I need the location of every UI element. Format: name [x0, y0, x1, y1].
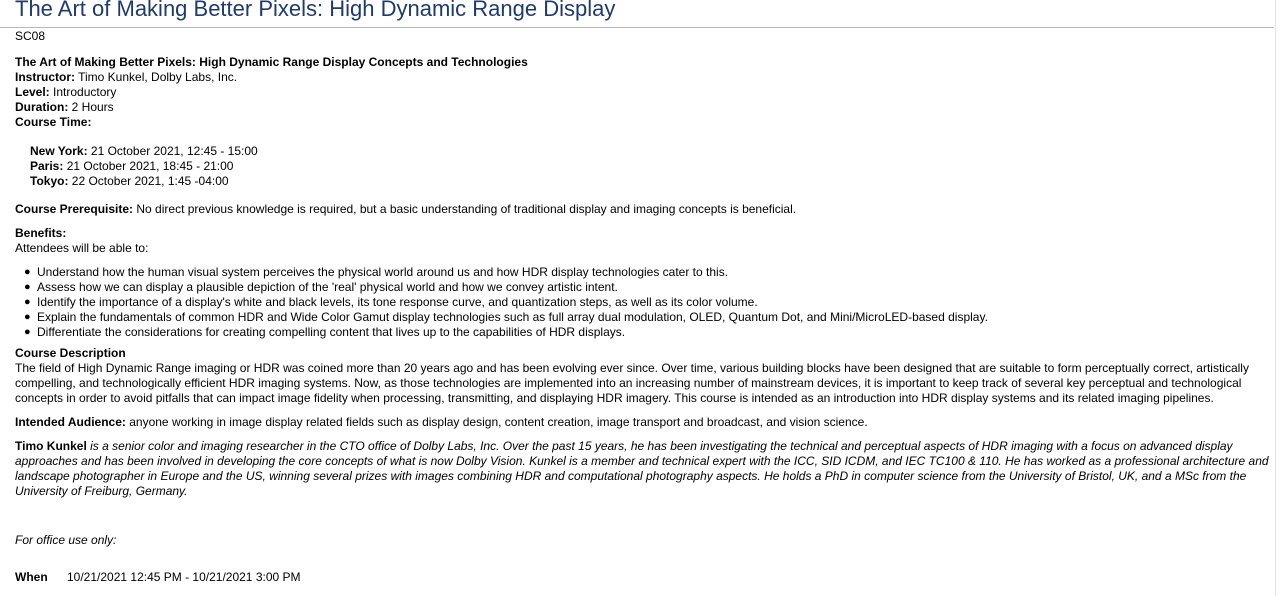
- title-bar: [0, 0, 1274, 28]
- time-city: New York:: [30, 144, 88, 158]
- description-text: The field of High Dynamic Range imaging or HDR was coined more than 20 years ago and has been evolving ever since. Over time, various building blocks have been designed that are suitable to form perceptually correct, artistically compelling, and technologically efficient HDR imaging systems. Now, as those technologies are implemented into an increasing number of mainstream devices, it is important to keep track of several key perceptual and technological concepts in order to avoid pitfalls that can impact image fidelity when processing, transmitting, and displaying HDR imagery. This course is intended as an introduction into HDR display systems and its related imaging pipelines.: [15, 361, 1249, 405]
- instructor-value: Timo Kunkel, Dolby Labs, Inc.: [75, 70, 238, 84]
- audience-row: [15, 415, 1271, 430]
- time-city: Paris:: [30, 159, 64, 173]
- course-times: [15, 144, 1271, 189]
- list-item: ● Identify the importance of a display's white and black levels, its tone response curve, and quantization steps, as well as its color volume.: [24, 295, 758, 309]
- time-value: 21 October 2021, 12:45 - 15:00: [87, 144, 258, 158]
- duration-row: [15, 100, 1271, 115]
- prerequisite-value: No direct previous knowledge is required, but a basic understanding of traditional display and imaging concepts is beneficial.: [133, 202, 797, 216]
- audience-value: anyone working in image display related fields such as display design, content creation, image transport and broadcast, and vision science.: [125, 415, 868, 429]
- course-full-title: The Art of Making Better Pixels: High Dynamic Range Display Concepts and Technologies: [15, 55, 528, 69]
- level-label: Level:: [15, 85, 50, 99]
- bullet-icon: ●: [24, 326, 31, 338]
- list-item: ● Differentiate the considerations for creating compelling content that lives up to the capabilities of HDR displays.: [24, 325, 626, 339]
- when-row: [15, 570, 301, 584]
- duration-value: 2 Hours: [68, 100, 114, 114]
- instructor-label: Instructor:: [15, 70, 75, 84]
- prerequisite-row: [15, 202, 1271, 217]
- when-label: When: [15, 570, 48, 584]
- benefits-label: Benefits:: [15, 226, 67, 240]
- office-use-note: For office use only:: [15, 533, 117, 547]
- list-item: ● Understand how the human visual system perceives the physical world around us and how HDR display technologies cater to this.: [24, 265, 729, 279]
- time-row-new-york: [30, 144, 1271, 159]
- prerequisite-label: Course Prerequisite:: [15, 202, 134, 216]
- instructor-bio: [15, 439, 1271, 499]
- window-edge: [1275, 0, 1280, 596]
- time-row-paris: [30, 159, 1271, 174]
- benefits-list: [15, 265, 1271, 340]
- benefits-intro: Attendees will be able to:: [15, 241, 149, 255]
- level-row: [15, 85, 1271, 100]
- bullet-icon: ●: [24, 266, 31, 278]
- page-title: The Art of Making Better Pixels: High Dynamic Range Display: [15, 0, 616, 21]
- bio-name: Timo Kunkel: [15, 439, 87, 453]
- level-value: Introductory: [49, 85, 117, 99]
- description-label: Course Description: [15, 346, 126, 360]
- bullet-icon: ●: [24, 311, 31, 323]
- bullet-icon: ●: [24, 296, 31, 308]
- when-value: 10/21/2021 12:45 PM - 10/21/2021 3:00 PM: [67, 570, 301, 584]
- duration-label: Duration:: [15, 100, 69, 114]
- course-content: [15, 28, 1271, 499]
- bullet-icon: ●: [24, 281, 31, 293]
- time-city: Tokyo:: [30, 174, 69, 188]
- audience-label: Intended Audience:: [15, 415, 126, 429]
- time-value: 22 October 2021, 1:45 -04:00: [68, 174, 229, 188]
- course-time-label: Course Time:: [15, 115, 92, 129]
- bio-text: is a senior color and imaging researcher in the CTO office of Dolby Labs, Inc. Over the past 15 years, he has been investigating the technical and perceptual aspects of HDR imaging with a focus on advanced display approaches and has been involved in developing the core concepts of what is now Dolby Vision. Kunkel is a member and technical expert with the ICC, SID ICDM, and IEC TC100 & 110. He has worked as a professional architecture and landscape photographer in Europe and the US, winning several prizes with images combining HDR and computational photography aspects. He holds a PhD in computer science from the University of Bristol, UK, and a MSc from the University of Freiburg, Germany.: [15, 439, 1269, 498]
- time-row-tokyo: [30, 174, 1271, 189]
- instructor-row: [15, 70, 1271, 85]
- course-code: SC08: [15, 29, 46, 43]
- time-value: 21 October 2021, 18:45 - 21:00: [63, 159, 234, 173]
- list-item: ● Explain the fundamentals of common HDR and Wide Color Gamut display technologies such as full array dual modulation, OLED, Quantum Dot, and Mini/MicroLED-based display.: [24, 310, 988, 324]
- list-item: ● Assess how we can display a plausible depiction of the 'real' physical world and how we convey artistic intent.: [24, 280, 618, 294]
